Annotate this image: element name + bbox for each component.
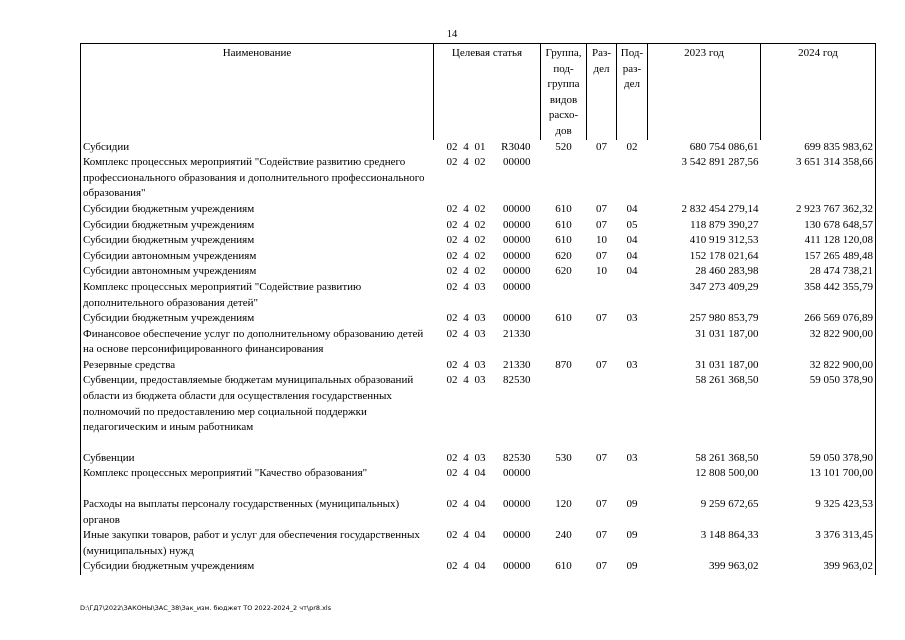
header-year-2023: 2023 год xyxy=(648,44,761,140)
row-amount-2024: 3 651 314 358,66 xyxy=(761,155,876,202)
row-subsection: 09 xyxy=(626,529,638,542)
target-article-part: 4 xyxy=(463,312,469,325)
target-article-part: 04 xyxy=(474,498,486,511)
row-amount-2024: 2 923 767 362,32 xyxy=(761,202,876,218)
row-section: 07 xyxy=(596,560,607,573)
row-amount-2024: 59 050 378,90 xyxy=(761,373,876,435)
row-name: Субсидии автономным учреждениям xyxy=(81,249,434,265)
target-article-part: 02 xyxy=(474,156,486,169)
row-name: Субсидии бюджетным учреждениям xyxy=(81,559,434,575)
row-amount-2024: 28 474 738,21 xyxy=(761,264,876,280)
row-subsection: 05 xyxy=(626,218,638,231)
target-article-part: 02 xyxy=(474,234,486,247)
table-row xyxy=(81,451,876,467)
table-row xyxy=(81,559,876,575)
target-article-part: 00000 xyxy=(503,234,531,247)
target-article-part: 4 xyxy=(463,218,469,231)
target-article-part: 02 xyxy=(446,560,458,573)
target-article-part: 4 xyxy=(463,249,469,262)
target-article-part: 4 xyxy=(463,234,469,247)
target-article-part: 03 xyxy=(474,312,486,325)
row-target-article xyxy=(434,466,541,482)
row-subsection: 04 xyxy=(626,265,638,278)
row-expense-group: 530 xyxy=(555,451,572,464)
target-article-part: 4 xyxy=(463,280,469,293)
row-subsection xyxy=(617,373,648,435)
target-article-part: 4 xyxy=(463,358,469,371)
row-amount-2024: 59 050 378,90 xyxy=(761,451,876,467)
row-amount-2023: 2 832 454 279,14 xyxy=(681,202,759,215)
header-year-2024: 2024 год xyxy=(761,44,876,140)
row-amount-2023: 680 754 086,61 xyxy=(689,140,759,153)
row-amount-2024: 358 442 355,79 xyxy=(761,280,876,311)
row-name: Финансовое обеспечение услуг по дополнительному образованию детей на основе персонифицированного финансирования xyxy=(81,327,434,358)
row-name: Субсидии xyxy=(81,140,434,156)
target-article-part: 04 xyxy=(474,560,486,573)
row-target-article xyxy=(434,249,541,265)
target-article-part: 00000 xyxy=(503,265,531,278)
row-subsection xyxy=(617,155,648,202)
target-article-part: 4 xyxy=(463,327,469,340)
row-name: Субсидии автономным учреждениям xyxy=(81,264,434,280)
row-expense-group xyxy=(541,373,587,435)
row-amount-2023: 399 963,02 xyxy=(709,560,759,573)
row-section xyxy=(587,466,617,482)
target-article-part: 4 xyxy=(463,467,469,480)
target-article-part: R3040 xyxy=(501,140,531,153)
target-article-part: 02 xyxy=(474,249,486,262)
target-article-part: 4 xyxy=(463,560,469,573)
row-name: Субсидии бюджетным учреждениям xyxy=(81,311,434,327)
row-amount-2023: 9 259 672,65 xyxy=(700,498,759,511)
row-subsection xyxy=(617,327,648,358)
row-amount-2023: 28 460 283,98 xyxy=(695,265,759,278)
target-article-part: 00000 xyxy=(503,202,531,215)
row-subsection: 03 xyxy=(626,451,638,464)
row-amount-2023: 58 261 368,50 xyxy=(695,374,759,387)
table-row xyxy=(81,466,876,482)
row-expense-group: 240 xyxy=(555,529,572,542)
target-article-part: 00000 xyxy=(503,312,531,325)
row-expense-group: 610 xyxy=(555,202,572,215)
row-amount-2023: 12 808 500,00 xyxy=(695,467,759,480)
row-expense-group xyxy=(541,466,587,482)
row-target-article xyxy=(434,140,541,156)
target-article-part: 02 xyxy=(446,202,458,215)
row-subsection: 09 xyxy=(626,560,638,573)
spacer-row xyxy=(81,436,876,451)
table-row xyxy=(81,327,876,358)
table-row xyxy=(81,249,876,265)
row-target-article xyxy=(434,202,541,218)
target-article-part: 02 xyxy=(446,467,458,480)
target-article-part: 02 xyxy=(474,265,486,278)
row-expense-group: 620 xyxy=(555,265,572,278)
target-article-part: 00000 xyxy=(503,560,531,573)
table-row xyxy=(81,528,876,559)
row-amount-2023: 347 273 409,29 xyxy=(689,280,759,293)
row-subsection: 03 xyxy=(626,358,638,371)
table-row xyxy=(81,202,876,218)
row-target-article xyxy=(434,155,541,202)
row-amount-2023: 152 178 021,64 xyxy=(689,249,759,262)
table-header-row xyxy=(81,44,876,140)
row-target-article xyxy=(434,264,541,280)
table-row xyxy=(81,233,876,249)
file-path-footer: D:\ГД7\2022\ЗАКОНЫ\ЗАС_38\Зак_изм. бюджет ТО 2022-2024_2 чт\pr8.xls xyxy=(80,604,332,612)
row-expense-group: 610 xyxy=(555,218,572,231)
row-amount-2023: 3 148 864,33 xyxy=(700,529,759,542)
target-article-part: 4 xyxy=(463,529,469,542)
row-section: 07 xyxy=(596,498,607,511)
row-name: Субсидии бюджетным учреждениям xyxy=(81,202,434,218)
row-expense-group: 610 xyxy=(555,560,572,573)
header-expense-group: Группа, под-группа видов расхо-дов xyxy=(541,44,587,140)
row-target-article xyxy=(434,497,541,528)
page-number: 14 xyxy=(446,29,458,40)
target-article-part: 03 xyxy=(474,280,486,293)
row-expense-group xyxy=(541,327,587,358)
row-amount-2024: 699 835 983,62 xyxy=(761,140,876,156)
target-article-part: 82530 xyxy=(503,374,531,387)
row-amount-2024: 399 963,02 xyxy=(761,559,876,575)
row-section: 10 xyxy=(596,265,607,278)
row-subsection: 04 xyxy=(626,202,638,215)
target-article-part: 03 xyxy=(474,374,486,387)
row-amount-2024: 13 101 700,00 xyxy=(761,466,876,482)
row-section xyxy=(587,280,617,311)
row-subsection: 04 xyxy=(626,249,638,262)
table-row xyxy=(81,218,876,234)
table-row xyxy=(81,264,876,280)
row-amount-2024: 157 265 489,48 xyxy=(761,249,876,265)
target-article-part: 02 xyxy=(446,140,458,153)
target-article-part: 02 xyxy=(446,374,458,387)
target-article-part: 04 xyxy=(474,467,486,480)
table-row xyxy=(81,497,876,528)
row-target-article xyxy=(434,528,541,559)
target-article-part: 82530 xyxy=(503,451,531,464)
target-article-part: 02 xyxy=(446,498,458,511)
target-article-part: 02 xyxy=(446,249,458,262)
target-article-part: 4 xyxy=(463,202,469,215)
row-target-article xyxy=(434,218,541,234)
row-target-article xyxy=(434,358,541,374)
row-amount-2024: 3 376 313,45 xyxy=(761,528,876,559)
row-section xyxy=(587,327,617,358)
row-target-article xyxy=(434,327,541,358)
row-subsection xyxy=(617,466,648,482)
header-section: Раз-дел xyxy=(587,44,617,140)
target-article-part: 02 xyxy=(446,358,458,371)
row-amount-2023: 58 261 368,50 xyxy=(695,451,759,464)
row-section xyxy=(587,155,617,202)
row-section: 07 xyxy=(596,529,607,542)
row-name: Комплекс процессных мероприятий "Содействие развитию среднего профессионального образования и дополнительного профессионального образования" xyxy=(81,155,434,202)
row-expense-group: 610 xyxy=(555,234,572,247)
row-target-article xyxy=(434,233,541,249)
row-name: Комплекс процессных мероприятий "Качество образования" xyxy=(81,466,434,482)
target-article-part: 03 xyxy=(474,451,486,464)
target-article-part: 02 xyxy=(446,312,458,325)
row-target-article xyxy=(434,559,541,575)
row-name: Комплекс процессных мероприятий "Содействие развитию дополнительного образования детей" xyxy=(81,280,434,311)
target-article-part: 02 xyxy=(474,202,486,215)
target-article-part: 4 xyxy=(463,451,469,464)
row-name: Резервные средства xyxy=(81,358,434,374)
row-section: 07 xyxy=(596,140,607,153)
target-article-part: 00000 xyxy=(503,467,531,480)
target-article-part: 21330 xyxy=(503,327,531,340)
row-subsection: 09 xyxy=(626,498,638,511)
row-expense-group: 620 xyxy=(555,249,572,262)
target-article-part: 4 xyxy=(463,374,469,387)
target-article-part: 04 xyxy=(474,529,486,542)
target-article-part: 02 xyxy=(446,156,458,169)
target-article-part: 01 xyxy=(474,140,486,153)
row-expense-group: 520 xyxy=(555,140,572,153)
target-article-part: 02 xyxy=(446,451,458,464)
target-article-part: 02 xyxy=(474,218,486,231)
row-subsection: 02 xyxy=(626,140,638,153)
row-target-article xyxy=(434,451,541,467)
row-section: 07 xyxy=(596,312,607,325)
budget-table xyxy=(80,43,876,575)
target-article-part: 02 xyxy=(446,234,458,247)
header-name: Наименование xyxy=(81,44,434,140)
row-expense-group: 120 xyxy=(555,498,572,511)
row-amount-2023: 118 879 390,27 xyxy=(690,218,759,231)
row-section xyxy=(587,373,617,435)
table-row xyxy=(81,140,876,156)
row-expense-group: 870 xyxy=(555,358,572,371)
row-subsection: 04 xyxy=(626,234,638,247)
row-section: 07 xyxy=(596,451,607,464)
row-expense-group xyxy=(541,155,587,202)
row-target-article xyxy=(434,311,541,327)
target-article-part: 00000 xyxy=(503,156,531,169)
row-name: Иные закупки товаров, работ и услуг для обеспечения государственных (муниципальных) нужд xyxy=(81,528,434,559)
target-article-part: 4 xyxy=(463,498,469,511)
target-article-part: 4 xyxy=(463,140,469,153)
row-expense-group xyxy=(541,280,587,311)
table-row xyxy=(81,373,876,435)
table-row xyxy=(81,311,876,327)
row-name: Субвенции xyxy=(81,451,434,467)
row-section: 07 xyxy=(596,202,607,215)
target-article-part: 03 xyxy=(474,358,486,371)
target-article-part: 00000 xyxy=(503,498,531,511)
target-article-part: 02 xyxy=(446,529,458,542)
target-article-part: 00000 xyxy=(503,249,531,262)
row-name: Расходы на выплаты персоналу государственных (муниципальных) органов xyxy=(81,497,434,528)
row-subsection xyxy=(617,280,648,311)
target-article-part: 00000 xyxy=(503,218,531,231)
table-row xyxy=(81,280,876,311)
row-name: Субсидии бюджетным учреждениям xyxy=(81,218,434,234)
target-article-part: 21330 xyxy=(503,358,531,371)
spacer-row xyxy=(81,482,876,497)
row-amount-2023: 3 542 891 287,56 xyxy=(681,156,759,169)
row-amount-2023: 31 031 187,00 xyxy=(695,358,759,371)
row-amount-2024: 411 128 120,08 xyxy=(761,233,876,249)
target-article-part: 02 xyxy=(446,327,458,340)
target-article-part: 00000 xyxy=(503,280,531,293)
table-row xyxy=(81,155,876,202)
row-amount-2024: 32 822 900,00 xyxy=(761,327,876,358)
target-article-part: 4 xyxy=(463,156,469,169)
row-amount-2024: 9 325 423,53 xyxy=(761,497,876,528)
target-article-part: 03 xyxy=(474,327,486,340)
target-article-part: 02 xyxy=(446,218,458,231)
header-target-article: Целевая статья xyxy=(434,44,541,140)
row-section: 07 xyxy=(596,358,607,371)
row-target-article xyxy=(434,373,541,435)
row-amount-2023: 31 031 187,00 xyxy=(695,327,759,340)
row-section: 10 xyxy=(596,234,607,247)
target-article-part: 00000 xyxy=(503,529,531,542)
row-section: 07 xyxy=(596,249,607,262)
target-article-part: 4 xyxy=(463,265,469,278)
row-subsection: 03 xyxy=(626,312,638,325)
row-target-article xyxy=(434,280,541,311)
header-subsection: Под-раз-дел xyxy=(617,44,648,140)
row-amount-2024: 130 678 648,57 xyxy=(761,218,876,234)
row-amount-2023: 410 919 312,53 xyxy=(689,234,759,247)
row-amount-2023: 257 980 853,79 xyxy=(689,312,759,325)
target-article-part: 02 xyxy=(446,265,458,278)
row-amount-2024: 32 822 900,00 xyxy=(761,358,876,374)
row-section: 07 xyxy=(596,218,607,231)
row-expense-group: 610 xyxy=(555,312,572,325)
row-amount-2024: 266 569 076,89 xyxy=(761,311,876,327)
row-name: Субвенции, предоставляемые бюджетам муниципальных образований области из бюджета области для осуществления государственных полномочий по предоставлению мер социальной поддержки педагогическим и иным работникам xyxy=(81,373,434,435)
row-name: Субсидии бюджетным учреждениям xyxy=(81,233,434,249)
target-article-part: 02 xyxy=(446,280,458,293)
table-row xyxy=(81,358,876,374)
